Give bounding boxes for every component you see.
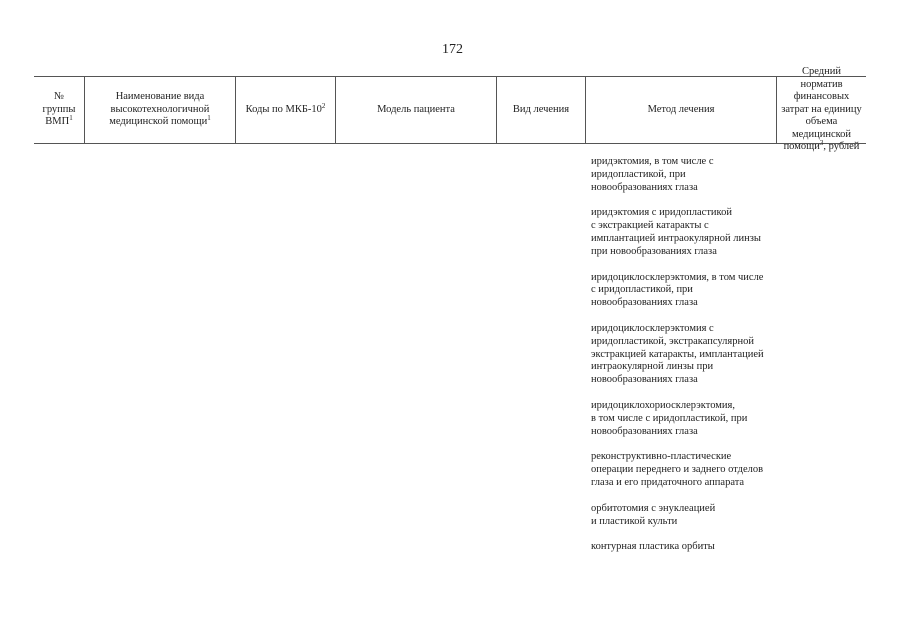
footnote-2: 2 — [321, 101, 326, 110]
header-treatment-type-label: Вид лечения — [512, 103, 570, 115]
header-cost-standard — [777, 66, 866, 153]
header-icd-codes — [236, 77, 336, 143]
header-treatment-method-label: Метод лечения — [647, 103, 715, 115]
header-group-number — [34, 77, 85, 143]
table-header — [34, 66, 866, 153]
treatment-methods-list — [591, 156, 781, 567]
page-number: 172 — [442, 42, 463, 57]
footnote-1b: 1 — [207, 114, 211, 123]
header-icd-codes-label: Коды по МКБ-10 — [245, 103, 322, 115]
treatment-method-item: иридоциклохориосклерэктомия, в том числе с иридопластикой, при новообразованиях глаза — [591, 399, 748, 437]
treatment-method-item: реконструктивно-пластические операции переднего и заднего отделов глаза и его придаточного аппарата — [591, 451, 764, 488]
footnote-1: 1 — [69, 114, 73, 123]
treatment-method-item: иридэктомия, в том числе с иридопластикой, при новообразованиях глаза — [591, 156, 714, 193]
treatment-method-item: иридэктомия с иридопластикой с экстракцией катаракты с имплантацией интраокулярной линзы при новообразованиях глаза — [591, 207, 761, 257]
header-cost-standard-unit: , рублей — [823, 141, 860, 153]
header-patient-model-label: Модель пациента — [377, 103, 455, 115]
header-care-type-name-label: Наименование вида высокотехнологичной медицинской помощи — [109, 91, 210, 128]
header-group-number-label: № группы ВМП — [42, 91, 76, 128]
treatment-method-item: контурная пластика орбиты — [591, 541, 715, 553]
header-cost-standard-label: Средний норматив финансовых затрат на единицу объема медицинской помощи — [781, 66, 862, 153]
header-patient-model — [336, 77, 497, 143]
header-treatment-method — [586, 77, 777, 143]
footnote-3: 3 — [819, 139, 824, 148]
treatment-method-item: иридоциклосклерэктомия, в том числе с иридопластикой, при новообразованиях глаза — [591, 271, 764, 309]
treatment-method-item: орбитотомия с энуклеацией и пластикой культи — [591, 502, 716, 527]
header-care-type-name — [85, 77, 236, 143]
treatment-method-item: иридоциклосклерэктомия с иридопластикой, экстракапсулярной экстракцией катаракты, имплантацией интраокулярной линзы при новообразованиях глаза — [591, 322, 764, 386]
header-treatment-type — [497, 77, 586, 143]
